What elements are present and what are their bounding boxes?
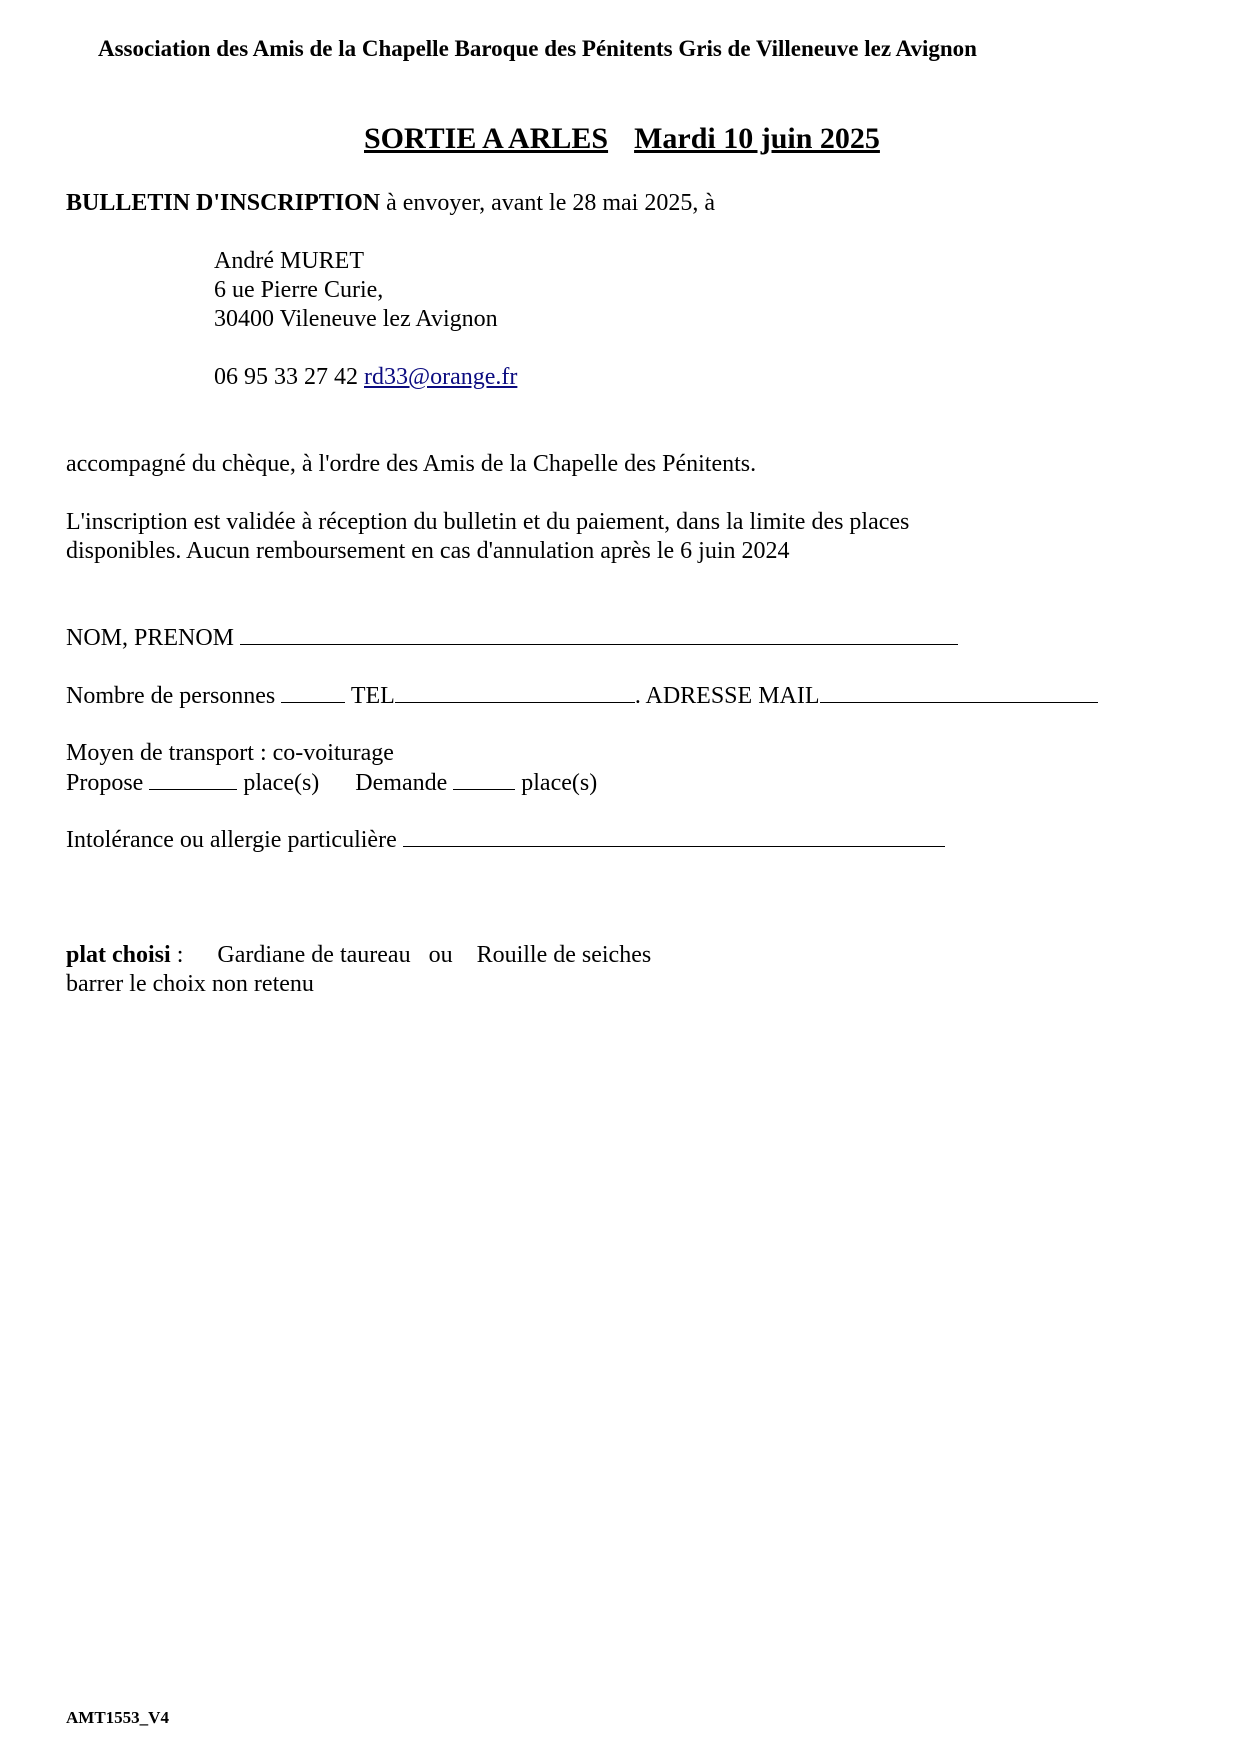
name-blank[interactable]: [240, 624, 958, 645]
propose-blank[interactable]: [149, 769, 237, 790]
dish-instruction: barrer le choix non retenu: [66, 971, 314, 997]
tel-blank[interactable]: [395, 682, 635, 703]
transport-label: Moyen de transport : co-voiturage: [66, 740, 394, 766]
demande-blank[interactable]: [453, 769, 515, 790]
dish-row: [66, 942, 651, 969]
allergy-field-row: [66, 826, 945, 854]
address-city: 30400 Vileneuve lez Avignon: [214, 306, 498, 332]
bulletin-label: BULLETIN D'INSCRIPTION: [66, 190, 381, 216]
title-date: Mardi 10 juin 2025: [634, 122, 880, 155]
demande-label: Demande: [355, 770, 454, 796]
bulletin-text: à envoyer, avant le 28 mai 2025, à: [380, 190, 715, 216]
dish-option-rouille[interactable]: Rouille de seiches: [476, 942, 652, 968]
mail-label: . ADRESSE MAIL: [634, 683, 820, 709]
page-title: [364, 122, 880, 156]
propose-label: Propose: [66, 770, 150, 796]
contact-email-link[interactable]: rd33@orange.fr: [364, 364, 518, 390]
dish-option-gardiane[interactable]: Gardiane de taureau: [217, 942, 411, 968]
name-field-row: [66, 624, 958, 652]
contact-phone: 06 95 33 27 42: [214, 364, 364, 390]
demande-unit: place(s): [515, 770, 598, 796]
title-event: SORTIE A ARLES: [364, 122, 609, 155]
mail-blank[interactable]: [820, 682, 1098, 703]
validation-line-1: L'inscription est validée à réception du bulletin et du paiement, dans la limite des places: [66, 509, 910, 535]
persons-blank[interactable]: [281, 682, 345, 703]
allergy-blank[interactable]: [403, 826, 945, 847]
validation-line-2: disponibles. Aucun remboursement en cas d'annulation après le 6 juin 2024: [66, 538, 790, 564]
tel-label: TEL: [345, 683, 395, 709]
dish-or: ou: [428, 942, 453, 968]
carpool-row: [66, 769, 597, 797]
persons-label: Nombre de personnes: [66, 683, 282, 709]
address-name: André MURET: [214, 248, 364, 274]
dish-colon: :: [170, 942, 184, 968]
allergy-label: Intolérance ou allergie particulière: [66, 827, 403, 853]
bulletin-line: [66, 190, 715, 217]
address-street: 6 ue Pierre Curie,: [214, 277, 384, 303]
name-label: NOM, PRENOM: [66, 625, 241, 651]
persons-field-row: [66, 682, 1098, 710]
propose-unit: place(s): [237, 770, 320, 796]
cheque-text: accompagné du chèque, à l'ordre des Amis de la Chapelle des Pénitents.: [66, 451, 757, 477]
document-reference: AMT1553_V4: [66, 1708, 169, 1727]
dish-label: plat choisi: [66, 942, 171, 968]
association-header: Association des Amis de la Chapelle Baroque des Pénitents Gris de Villeneuve lez Avignon: [98, 36, 977, 61]
contact-line: [214, 364, 517, 391]
